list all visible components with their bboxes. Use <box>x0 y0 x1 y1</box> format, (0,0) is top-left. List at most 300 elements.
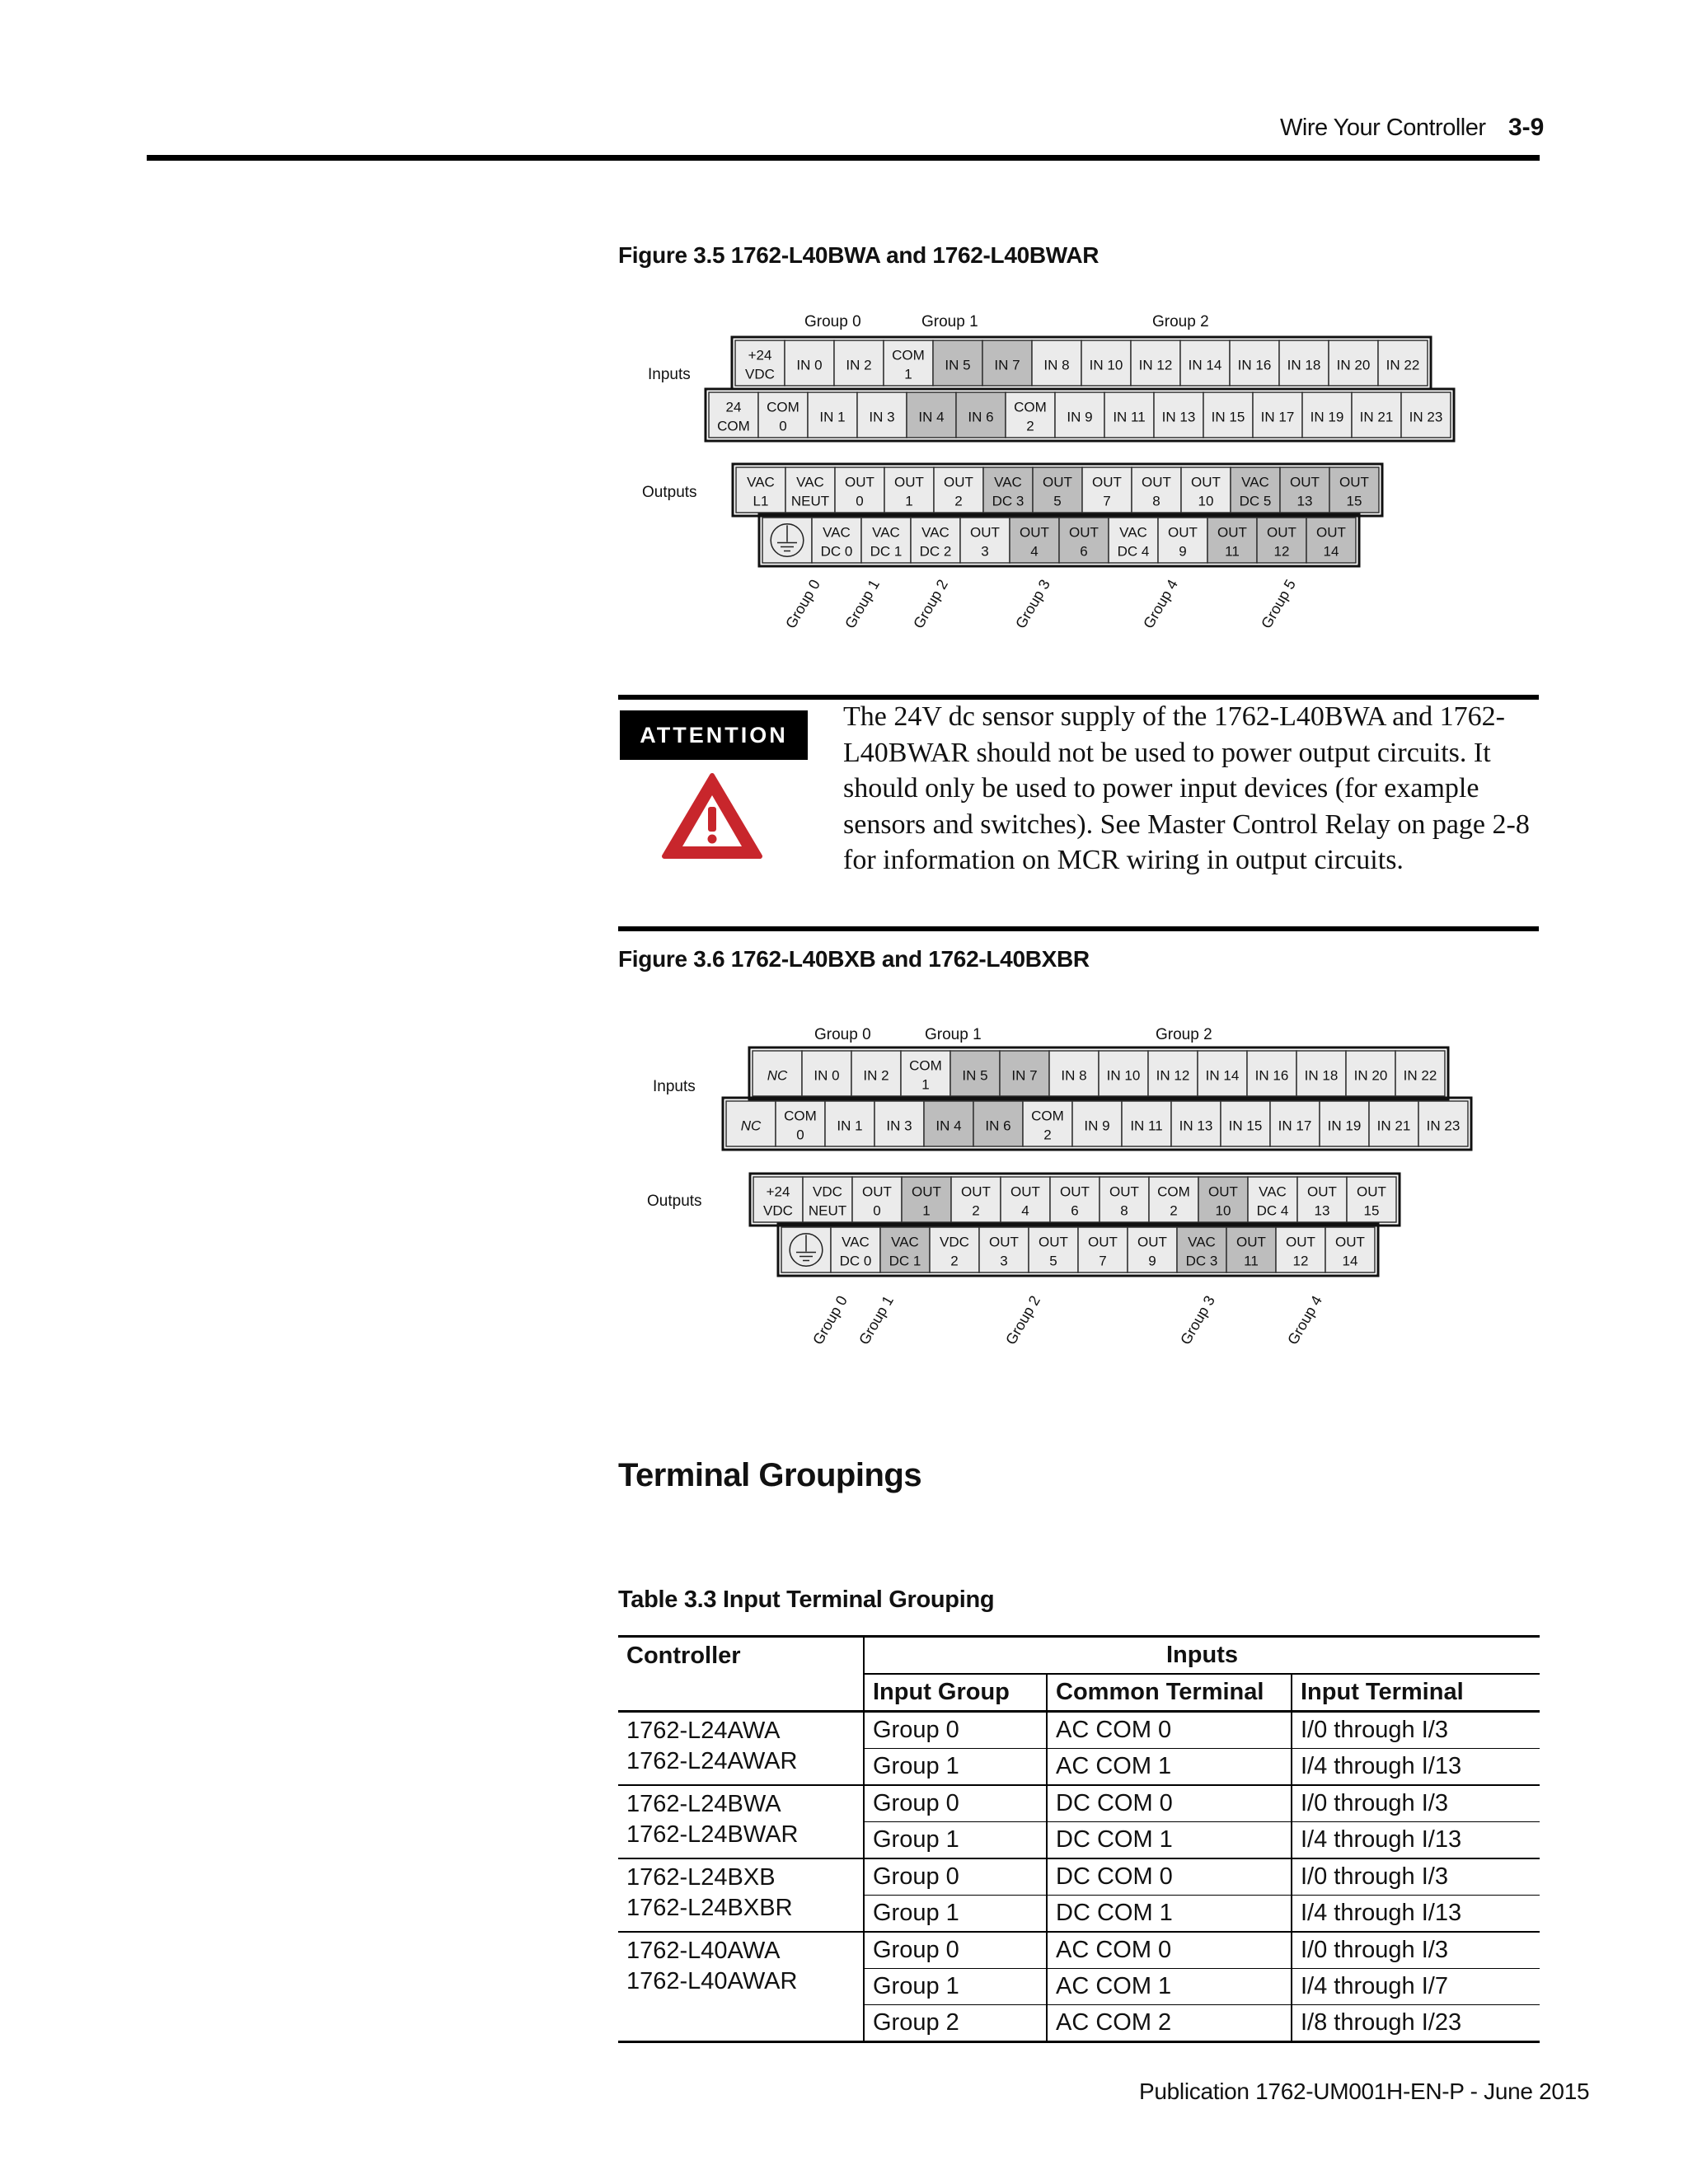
svg-text:L1: L1 <box>753 493 769 509</box>
input-row-lower-terminal <box>1122 1101 1171 1146</box>
input-terminal-cell: I/4 through I/7 <box>1292 1969 1540 2005</box>
svg-text:IN 14: IN 14 <box>1188 357 1222 373</box>
svg-text:IN 14: IN 14 <box>1205 1067 1240 1084</box>
output-group-label: Group 3 <box>1012 576 1053 631</box>
svg-text:DC 3: DC 3 <box>992 493 1025 509</box>
svg-text:OUT: OUT <box>1208 1183 1238 1200</box>
input-terminal-cell: I/4 through I/13 <box>1292 1822 1540 1859</box>
svg-text:IN 6: IN 6 <box>968 409 994 425</box>
svg-text:OUT: OUT <box>1191 474 1221 490</box>
output-row-upper-terminal <box>785 467 835 513</box>
input-terminal-cell: I/8 through I/23 <box>1292 2005 1540 2042</box>
svg-text:IN 9: IN 9 <box>1067 409 1093 425</box>
publication-footer: Publication 1762-UM001H-EN-P - June 2015 <box>1139 2079 1590 2104</box>
svg-text:4: 4 <box>1021 1202 1029 1219</box>
svg-text:+24: +24 <box>748 347 772 363</box>
figure-3-5-terminal-block-diagram <box>0 305 1688 676</box>
svg-text:VDC: VDC <box>745 366 775 382</box>
input-group-cell: Group 0 <box>864 1858 1047 1896</box>
header-rule <box>147 155 1540 161</box>
svg-text:DC 3: DC 3 <box>1185 1253 1218 1269</box>
svg-text:IN 8: IN 8 <box>1061 1067 1087 1084</box>
svg-text:OUT: OUT <box>1217 524 1247 541</box>
output-row-lower-terminal <box>1306 518 1356 563</box>
input-row-lower-terminal <box>1418 1101 1468 1146</box>
svg-text:13: 13 <box>1314 1202 1330 1219</box>
output-group-label: Group 2 <box>910 576 951 631</box>
svg-text:COM: COM <box>1014 399 1047 415</box>
svg-text:IN 15: IN 15 <box>1228 1118 1263 1134</box>
input-group-label: Group 0 <box>804 313 861 330</box>
svg-text:VDC: VDC <box>940 1234 969 1250</box>
input-row-lower-terminal <box>758 392 808 438</box>
svg-text:5: 5 <box>1049 1253 1057 1269</box>
output-row-lower-terminal <box>960 518 1010 563</box>
svg-text:NC: NC <box>740 1118 762 1134</box>
input-row-upper-terminal <box>982 340 1032 386</box>
svg-text:IN 20: IN 20 <box>1336 357 1371 373</box>
svg-text:IN 23: IN 23 <box>1409 409 1443 425</box>
input-row-lower-terminal <box>1270 1101 1320 1146</box>
svg-text:OUT: OUT <box>1043 474 1072 490</box>
output-row-upper-terminal <box>852 1177 902 1222</box>
svg-text:15: 15 <box>1346 493 1362 509</box>
input-terminal-grouping-table <box>618 1635 1540 2043</box>
output-row-upper-terminal <box>1050 1177 1100 1222</box>
input-row-lower-terminal <box>973 1101 1023 1146</box>
section-title: Terminal Groupings <box>618 1457 922 1493</box>
input-row-upper-terminal <box>1099 1051 1148 1096</box>
output-row-lower-terminal <box>1207 518 1257 563</box>
input-row-upper-terminal <box>1279 340 1329 386</box>
output-row-upper-terminal <box>1100 1177 1149 1222</box>
ground-icon <box>762 518 812 563</box>
svg-text:VDC: VDC <box>763 1202 793 1219</box>
svg-text:VAC: VAC <box>1241 474 1269 490</box>
svg-text:COM: COM <box>892 347 925 363</box>
output-row-lower-terminal <box>1226 1227 1276 1272</box>
input-row-lower-terminal <box>825 1101 874 1146</box>
header-input-terminal: Input Terminal <box>1292 1674 1540 1712</box>
svg-text:9: 9 <box>1148 1253 1156 1269</box>
output-row-upper-terminal <box>1198 1177 1248 1222</box>
input-group-cell: Group 1 <box>864 1969 1047 2005</box>
common-terminal-cell: DC COM 1 <box>1047 1822 1292 1859</box>
svg-text:OUT: OUT <box>1020 524 1049 541</box>
svg-text:VAC: VAC <box>1188 1234 1216 1250</box>
input-group-cell: Group 1 <box>864 1896 1047 1933</box>
svg-text:DC 1: DC 1 <box>870 543 903 560</box>
svg-text:7: 7 <box>1099 1253 1107 1269</box>
output-row-upper-terminal <box>736 467 785 513</box>
input-row-lower-terminal <box>1221 1101 1270 1146</box>
input-row-lower-terminal <box>1401 392 1451 438</box>
controller-model: 1762-L24BWA <box>626 1791 781 1817</box>
svg-text:13: 13 <box>1296 493 1313 509</box>
output-row-lower-terminal <box>812 518 861 563</box>
header-controller: Controller <box>618 1637 864 1675</box>
input-row-upper-terminal <box>1032 340 1081 386</box>
svg-text:15: 15 <box>1363 1202 1380 1219</box>
output-row-upper-terminal <box>1297 1177 1347 1222</box>
svg-text:9: 9 <box>1179 543 1187 560</box>
header-input-group: Input Group <box>864 1674 1047 1712</box>
output-row-lower-terminal <box>880 1227 930 1272</box>
input-row-lower-terminal <box>1171 1101 1221 1146</box>
input-row-lower-terminal <box>1253 392 1302 438</box>
input-row-upper-terminal <box>1346 1051 1395 1096</box>
svg-text:OUT: OUT <box>845 474 874 490</box>
common-terminal-cell: DC COM 0 <box>1047 1858 1292 1896</box>
svg-text:IN 11: IN 11 <box>1130 1118 1163 1134</box>
svg-text:2: 2 <box>1043 1127 1052 1143</box>
svg-text:DC 0: DC 0 <box>820 543 853 560</box>
svg-text:IN 9: IN 9 <box>1084 1118 1110 1134</box>
svg-text:VAC: VAC <box>872 524 900 541</box>
controller-model: 1762-L24BXBR <box>626 1895 793 1921</box>
output-row-upper-terminal <box>1329 467 1379 513</box>
svg-text:COM: COM <box>784 1108 817 1124</box>
input-row-lower-terminal <box>1104 392 1154 438</box>
ground-icon <box>781 1227 831 1272</box>
svg-text:11: 11 <box>1244 1253 1259 1269</box>
table-row <box>618 1858 1540 1896</box>
output-row-lower-terminal <box>1257 518 1306 563</box>
controller-model: 1762-L24BXB <box>626 1864 776 1891</box>
input-row-upper-terminal <box>802 1051 851 1096</box>
input-row-upper-terminal <box>1395 1051 1445 1096</box>
svg-text:OUT: OUT <box>1092 474 1122 490</box>
output-row-lower-terminal <box>979 1227 1029 1272</box>
svg-text:IN 10: IN 10 <box>1106 1067 1141 1084</box>
output-row-upper-terminal <box>983 467 1033 513</box>
svg-text:COM: COM <box>1157 1183 1190 1200</box>
svg-text:NEUT: NEUT <box>790 493 830 509</box>
output-group-label: Group 4 <box>1284 1292 1325 1347</box>
svg-text:IN 1: IN 1 <box>837 1118 863 1134</box>
input-group-cell: Group 0 <box>864 1712 1047 1749</box>
common-terminal-cell: AC COM 0 <box>1047 1712 1292 1749</box>
svg-text:3: 3 <box>1000 1253 1008 1269</box>
svg-text:+24: +24 <box>766 1183 790 1200</box>
svg-text:OUT: OUT <box>1109 1183 1139 1200</box>
svg-text:IN 13: IN 13 <box>1179 1118 1213 1134</box>
figure-3-6-terminal-block-diagram <box>0 1018 1688 1380</box>
svg-text:OUT: OUT <box>1357 1183 1386 1200</box>
output-row-lower-terminal <box>930 1227 979 1272</box>
controller-model: 1762-L40AWA <box>626 1938 781 1964</box>
output-row-lower-terminal <box>831 1227 880 1272</box>
svg-text:OUT: OUT <box>1060 1183 1090 1200</box>
svg-text:4: 4 <box>1030 543 1039 560</box>
input-row-upper-terminal <box>1180 340 1230 386</box>
output-row-upper-terminal <box>1248 1177 1297 1222</box>
input-group-label: Group 0 <box>814 1026 871 1043</box>
output-row-upper-terminal <box>884 467 934 513</box>
input-row-upper-terminal <box>1000 1051 1049 1096</box>
table-caption: Table 3.3 Input Terminal Grouping <box>618 1586 995 1613</box>
svg-text:OUT: OUT <box>1142 474 1171 490</box>
svg-text:COM: COM <box>717 418 750 434</box>
svg-text:OUT: OUT <box>912 1183 941 1200</box>
input-row-upper-terminal <box>1049 1051 1099 1096</box>
output-row-upper-terminal <box>1082 467 1132 513</box>
common-terminal-cell: DC COM 1 <box>1047 1896 1292 1933</box>
input-group-label: Group 2 <box>1152 313 1209 330</box>
input-row-lower-terminal <box>907 392 956 438</box>
svg-text:1: 1 <box>905 493 913 509</box>
common-terminal-cell: DC COM 0 <box>1047 1785 1292 1822</box>
svg-text:5: 5 <box>1053 493 1062 509</box>
header-inputs: Inputs <box>864 1637 1540 1675</box>
output-row-lower-terminal <box>1109 518 1158 563</box>
svg-text:OUT: OUT <box>1286 1234 1315 1250</box>
svg-text:IN 4: IN 4 <box>935 1118 962 1134</box>
outputs-label: Outputs <box>647 1193 702 1210</box>
output-group-label: Group 3 <box>1177 1292 1218 1347</box>
output-row-upper-terminal <box>1001 1177 1050 1222</box>
svg-text:COM: COM <box>909 1057 942 1074</box>
svg-text:IN 7: IN 7 <box>1011 1067 1038 1084</box>
svg-text:2: 2 <box>1170 1202 1178 1219</box>
svg-text:VAC: VAC <box>891 1234 919 1250</box>
input-row-lower-terminal <box>1055 392 1104 438</box>
input-group-label: Group 2 <box>1156 1026 1212 1043</box>
svg-text:14: 14 <box>1323 543 1339 560</box>
svg-text:OUT: OUT <box>989 1234 1019 1250</box>
input-row-upper-terminal <box>851 1051 901 1096</box>
svg-text:1: 1 <box>921 1076 930 1093</box>
input-terminal-cell: I/0 through I/3 <box>1292 1712 1540 1749</box>
svg-text:VAC: VAC <box>994 474 1022 490</box>
svg-text:8: 8 <box>1120 1202 1128 1219</box>
output-group-label: Group 0 <box>809 1292 851 1347</box>
svg-text:OUT: OUT <box>970 524 1000 541</box>
page-number: 3-9 <box>1508 114 1545 141</box>
output-group-label: Group 5 <box>1258 576 1299 631</box>
svg-text:IN 0: IN 0 <box>814 1067 840 1084</box>
svg-text:OUT: OUT <box>894 474 924 490</box>
controller-model: 1762-L40AWAR <box>626 1968 798 1994</box>
svg-text:6: 6 <box>1080 543 1088 560</box>
input-group-cell: Group 0 <box>864 1932 1047 1969</box>
svg-text:1: 1 <box>922 1202 931 1219</box>
svg-text:VAC: VAC <box>921 524 950 541</box>
input-terminal-cell: I/0 through I/3 <box>1292 1932 1540 1969</box>
output-row-upper-terminal <box>835 467 884 513</box>
output-row-lower-terminal <box>1177 1227 1226 1272</box>
output-row-upper-terminal <box>753 1177 803 1222</box>
svg-text:VAC: VAC <box>747 474 775 490</box>
svg-text:IN 21: IN 21 <box>1376 1118 1411 1134</box>
svg-text:IN 19: IN 19 <box>1327 1118 1362 1134</box>
input-row-lower-terminal <box>1302 392 1352 438</box>
svg-text:COM: COM <box>1031 1108 1064 1124</box>
input-row-lower-terminal <box>1072 1101 1122 1146</box>
input-row-upper-terminal <box>834 340 884 386</box>
output-row-upper-terminal <box>1132 467 1181 513</box>
input-row-upper-terminal <box>1148 1051 1198 1096</box>
svg-text:IN 13: IN 13 <box>1161 409 1196 425</box>
svg-text:IN 0: IN 0 <box>796 357 823 373</box>
svg-text:IN 10: IN 10 <box>1089 357 1123 373</box>
input-row-lower-terminal <box>924 1101 973 1146</box>
controller-cell <box>618 1785 864 1858</box>
inputs-label: Inputs <box>653 1078 696 1095</box>
svg-text:DC 0: DC 0 <box>839 1253 872 1269</box>
output-row-lower-terminal <box>1128 1227 1177 1272</box>
svg-text:IN 2: IN 2 <box>863 1067 889 1084</box>
svg-text:0: 0 <box>779 418 787 434</box>
controller-model: 1762-L24BWAR <box>626 1821 799 1848</box>
output-row-lower-terminal <box>911 518 960 563</box>
svg-text:IN 18: IN 18 <box>1304 1067 1339 1084</box>
svg-text:OUT: OUT <box>1236 1234 1266 1250</box>
svg-text:DC 5: DC 5 <box>1239 493 1272 509</box>
table-row <box>618 1932 1540 1969</box>
svg-text:2: 2 <box>972 1202 980 1219</box>
svg-text:IN 11: IN 11 <box>1113 409 1146 425</box>
svg-text:VAC: VAC <box>823 524 851 541</box>
svg-text:OUT: OUT <box>1307 1183 1337 1200</box>
svg-text:IN 6: IN 6 <box>985 1118 1011 1134</box>
svg-text:2: 2 <box>950 1253 959 1269</box>
input-terminal-cell: I/0 through I/3 <box>1292 1785 1540 1822</box>
input-row-upper-terminal <box>735 340 785 386</box>
svg-text:IN 2: IN 2 <box>846 357 872 373</box>
input-row-lower-terminal <box>1203 392 1253 438</box>
input-row-upper-terminal <box>1081 340 1131 386</box>
svg-text:IN 8: IN 8 <box>1043 357 1070 373</box>
svg-text:14: 14 <box>1342 1253 1358 1269</box>
svg-text:OUT: OUT <box>1335 1234 1365 1250</box>
svg-text:OUT: OUT <box>1267 524 1296 541</box>
svg-text:3: 3 <box>981 543 989 560</box>
input-row-upper-terminal <box>785 340 834 386</box>
output-row-upper-terminal <box>1231 467 1280 513</box>
controller-cell <box>618 1932 864 2042</box>
running-header-title: Wire Your Controller <box>1280 115 1486 141</box>
svg-text:OUT: OUT <box>1088 1234 1118 1250</box>
svg-text:DC 4: DC 4 <box>1117 543 1150 560</box>
svg-text:12: 12 <box>1292 1253 1309 1269</box>
svg-text:IN 21: IN 21 <box>1359 409 1394 425</box>
svg-text:OUT: OUT <box>1168 524 1198 541</box>
svg-text:10: 10 <box>1215 1202 1231 1219</box>
output-row-upper-terminal <box>1033 467 1082 513</box>
inputs-label: Inputs <box>648 366 691 383</box>
svg-text:0: 0 <box>796 1127 804 1143</box>
output-row-upper-terminal <box>951 1177 1001 1222</box>
svg-text:OUT: OUT <box>1010 1183 1040 1200</box>
input-terminal-cell: I/4 through I/13 <box>1292 1896 1540 1933</box>
svg-text:24: 24 <box>725 399 742 415</box>
warning-triangle-icon <box>659 771 765 863</box>
output-row-lower-terminal <box>1059 518 1109 563</box>
input-terminal-cell: I/0 through I/3 <box>1292 1858 1540 1896</box>
input-group-cell: Group 1 <box>864 1749 1047 1786</box>
svg-text:2: 2 <box>954 493 963 509</box>
svg-text:DC 1: DC 1 <box>889 1253 921 1269</box>
svg-text:IN 20: IN 20 <box>1353 1067 1388 1084</box>
common-terminal-cell: AC COM 0 <box>1047 1932 1292 1969</box>
output-group-label: Group 1 <box>842 576 883 631</box>
input-row-lower-terminal <box>1023 1101 1072 1146</box>
input-group-cell: Group 0 <box>864 1785 1047 1822</box>
input-row-upper-terminal <box>1378 340 1428 386</box>
svg-text:10: 10 <box>1198 493 1214 509</box>
svg-text:OUT: OUT <box>1039 1234 1068 1250</box>
svg-text:IN 16: IN 16 <box>1254 1067 1289 1084</box>
output-row-lower-terminal <box>1325 1227 1375 1272</box>
svg-text:IN 5: IN 5 <box>945 357 971 373</box>
svg-text:OUT: OUT <box>961 1183 991 1200</box>
svg-text:0: 0 <box>856 493 864 509</box>
svg-text:IN 4: IN 4 <box>918 409 945 425</box>
svg-text:IN 3: IN 3 <box>886 1118 912 1134</box>
outputs-label: Outputs <box>642 484 697 501</box>
svg-text:OUT: OUT <box>944 474 973 490</box>
svg-text:IN 12: IN 12 <box>1138 357 1173 373</box>
table-row <box>618 1712 1540 1749</box>
svg-text:7: 7 <box>1103 493 1111 509</box>
svg-text:IN 3: IN 3 <box>869 409 895 425</box>
controller-model: 1762-L24AWA <box>626 1718 781 1744</box>
svg-text:IN 22: IN 22 <box>1386 357 1420 373</box>
svg-text:OUT: OUT <box>1290 474 1320 490</box>
input-row-lower-terminal <box>956 392 1006 438</box>
svg-text:OUT: OUT <box>1339 474 1369 490</box>
output-group-label: Group 0 <box>782 576 823 631</box>
input-row-upper-terminal <box>933 340 982 386</box>
input-row-lower-terminal <box>1154 392 1203 438</box>
input-row-upper-terminal <box>1230 340 1279 386</box>
input-row-lower-terminal <box>1369 1101 1418 1146</box>
svg-text:DC 2: DC 2 <box>919 543 952 560</box>
header-common-terminal: Common Terminal <box>1047 1674 1292 1712</box>
input-group-cell: Group 1 <box>864 1822 1047 1859</box>
input-row-lower-terminal <box>1320 1101 1369 1146</box>
common-terminal-cell: AC COM 2 <box>1047 2005 1292 2042</box>
output-row-upper-terminal <box>1149 1177 1198 1222</box>
svg-text:2: 2 <box>1026 418 1034 434</box>
input-row-lower-terminal <box>776 1101 825 1146</box>
svg-text:VAC: VAC <box>796 474 824 490</box>
svg-text:IN 17: IN 17 <box>1260 409 1295 425</box>
output-row-upper-terminal <box>902 1177 951 1222</box>
svg-text:NC: NC <box>767 1067 788 1084</box>
figure-3-6-caption: Figure 3.6 1762-L40BXB and 1762-L40BXBR <box>618 946 1090 972</box>
svg-text:VDC: VDC <box>813 1183 842 1200</box>
svg-text:IN 5: IN 5 <box>962 1067 988 1084</box>
input-row-upper-terminal <box>1329 340 1378 386</box>
svg-text:OUT: OUT <box>1137 1234 1167 1250</box>
input-row-lower-terminal <box>808 392 857 438</box>
svg-text:DC 4: DC 4 <box>1256 1202 1289 1219</box>
input-row-upper-terminal <box>1131 340 1180 386</box>
svg-text:IN 16: IN 16 <box>1237 357 1272 373</box>
input-row-lower-terminal <box>857 392 907 438</box>
output-row-upper-terminal <box>1280 467 1329 513</box>
svg-text:IN 22: IN 22 <box>1403 1067 1437 1084</box>
controller-model: 1762-L24AWAR <box>626 1748 798 1774</box>
input-row-upper-terminal <box>1247 1051 1296 1096</box>
controller-cell <box>618 1858 864 1932</box>
input-group-label: Group 1 <box>925 1026 982 1043</box>
output-group-label: Group 1 <box>856 1292 897 1347</box>
output-row-lower-terminal <box>1276 1227 1325 1272</box>
output-row-lower-terminal <box>1029 1227 1078 1272</box>
